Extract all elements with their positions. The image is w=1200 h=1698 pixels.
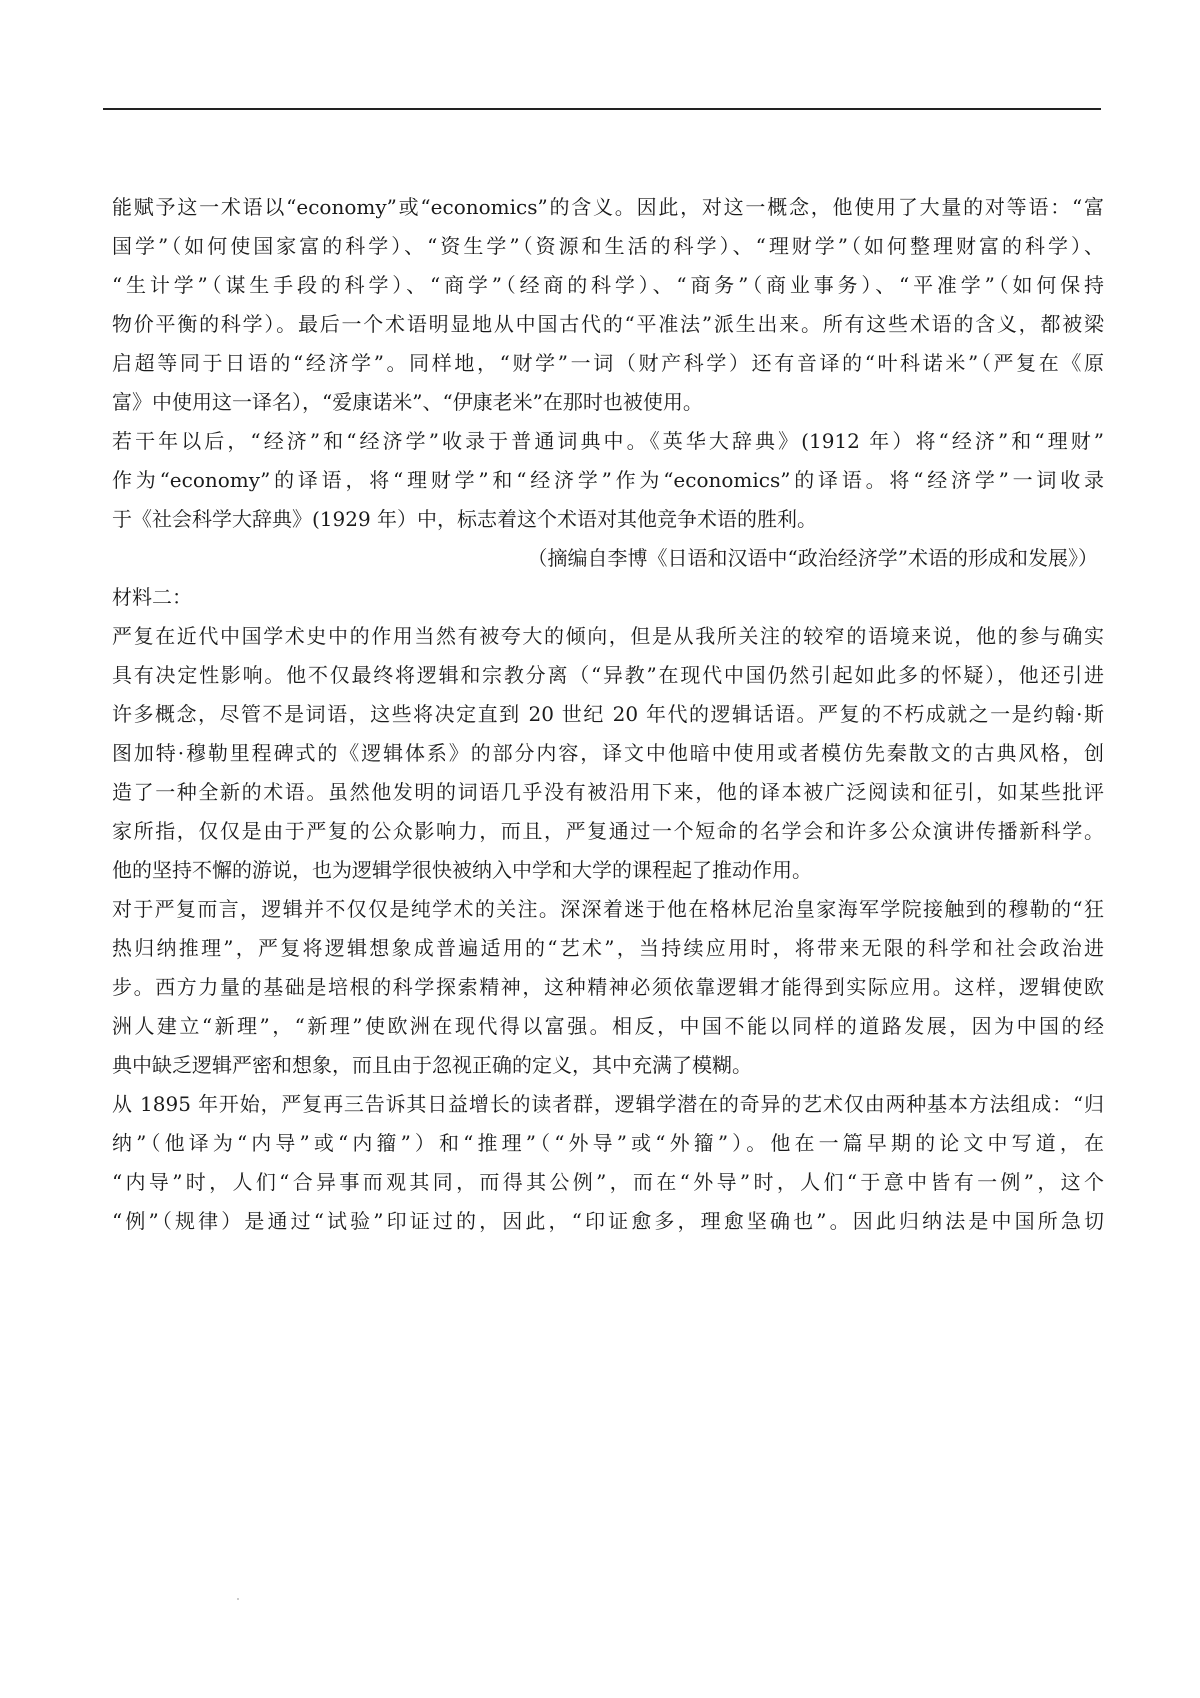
text-line: 作为“economy”的译语，将“理财学”和“经济学”作为“economics”的译语。将“经济学”一词收录 [112,468,1104,492]
text-line: “例”（规律）是通过“试验”印证过的，因此，“印证愈多，理愈坚确也”。因此归纳法是中国所急切 [112,1209,1104,1233]
text-line: 纳”（他译为“内导”或“内籀”）和“推理”（“外导”或“外籀”）。他在一篇早期的论文中写道，在 [112,1131,1104,1155]
text-line: 图加特·穆勒里程碑式的《逻辑体系》的部分内容，译文中他暗中使用或者模仿先秦散文的古典风格，创 [112,741,1104,765]
text-line: 家所指，仅仅是由于严复的公众影响力，而且，严复通过一个短命的名学会和许多公众演讲传播新科学。 [112,819,1104,843]
text-line: 能赋予这一术语以“economy”或“economics”的含义。因此，对这一概念，他使用了大量的对等语：“富 [112,195,1104,219]
text-line: 他的坚持不懈的游说，也为逻辑学很快被纳入中学和大学的课程起了推动作用。 [112,858,812,882]
text-line: 国学”（如何使国家富的科学）、“资生学”（资源和生活的科学）、“理财学”（如何整理财富的科学）、 [112,234,1104,258]
text-line: 从 1895 年开始，严复再三告诉其日益增长的读者群，逻辑学潜在的奇异的艺术仅由两种基本方法组成：“归 [112,1092,1104,1116]
text-line: 启超等同于日语的“经济学”。同样地，“财学”一词（财产科学）还有音译的“叶科诺米”（严复在《原 [112,351,1104,375]
source-citation [112,539,1104,578]
text-line: 于《社会科学大辞典》(1929 年）中，标志着这个术语对其他竞争术语的胜利。 [112,507,818,531]
header-rule [103,108,1101,110]
citation-line: （摘编自李博《日语和汉语中“政治经济学”术语的形成和发展》） [527,546,1098,570]
text-line: 步。西方力量的基础是培根的科学探索精神，这种精神必须依靠逻辑才能得到实际应用。这样，逻辑使欧 [112,975,1104,999]
paragraph-logic-as-art [112,890,1104,1085]
text-line: 造了一种全新的术语。虽然他发明的词语几乎没有被沿用下来，他的译本被广泛阅读和征引，如某些批评 [112,780,1104,804]
text-line: 严复在近代中国学术史中的作用当然有被夸大的倾向，但是从我所关注的较窄的语境来说，他的参与确实 [112,624,1104,648]
paragraph-yan-fu-logic [112,617,1104,890]
text-line: 典中缺乏逻辑严密和想象，而且由于忽视正确的定义，其中充满了模糊。 [112,1053,752,1077]
text-line: 若干年以后，“经济”和“经济学”收录于普通词典中。《英华大辞典》(1912 年）将“经济”和“理财” [112,429,1104,453]
text-line: 对于严复而言，逻辑并不仅仅是纯学术的关注。深深着迷于他在格林尼治皇家海军学院接触到的穆勒的“狂 [112,897,1104,921]
text-line: 物价平衡的科学）。最后一个术语明显地从中国古代的“平准法”派生出来。所有这些术语的含义，都被梁 [112,312,1104,336]
section-label-material-two [112,578,1104,617]
body-text [112,188,1104,1241]
paragraph-induction-deduction [112,1085,1104,1241]
paragraph-economics-terms [112,188,1104,422]
text-line: 富》中使用这一译名），“爱康诺米”、“伊康老米”在那时也被使用。 [112,390,703,414]
text-line: 具有决定性影响。他不仅最终将逻辑和宗教分离（“异教”在现代中国仍然引起如此多的怀疑），他还引进 [112,663,1104,687]
scan-artifact-dot [237,1598,239,1600]
text-line: “内导”时，人们“合异事而观其同，而得其公例”，而在“外导”时，人们“于意中皆有一例”，这个 [112,1170,1104,1194]
text-line: 热归纳推理”，严复将逻辑想象成普遍适用的“艺术”，当持续应用时，将带来无限的科学和社会政治进 [112,936,1104,960]
text-line: 许多概念，尽管不是词语，这些将决定直到 20 世纪 20 年代的逻辑话语。严复的不朽成就之一是约翰·斯 [112,702,1104,726]
paragraph-dictionaries [112,422,1104,539]
text-line: “生计学”（谋生手段的科学）、“商学”（经商的科学）、“商务”（商业事务）、“平准学”（如何保持 [112,273,1104,297]
text-line: 洲人建立“新理”，“新理”使欧洲在现代得以富强。相反，中国不能以同样的道路发展，因为中国的经 [112,1014,1104,1038]
section-label: 材料二： [112,585,192,609]
